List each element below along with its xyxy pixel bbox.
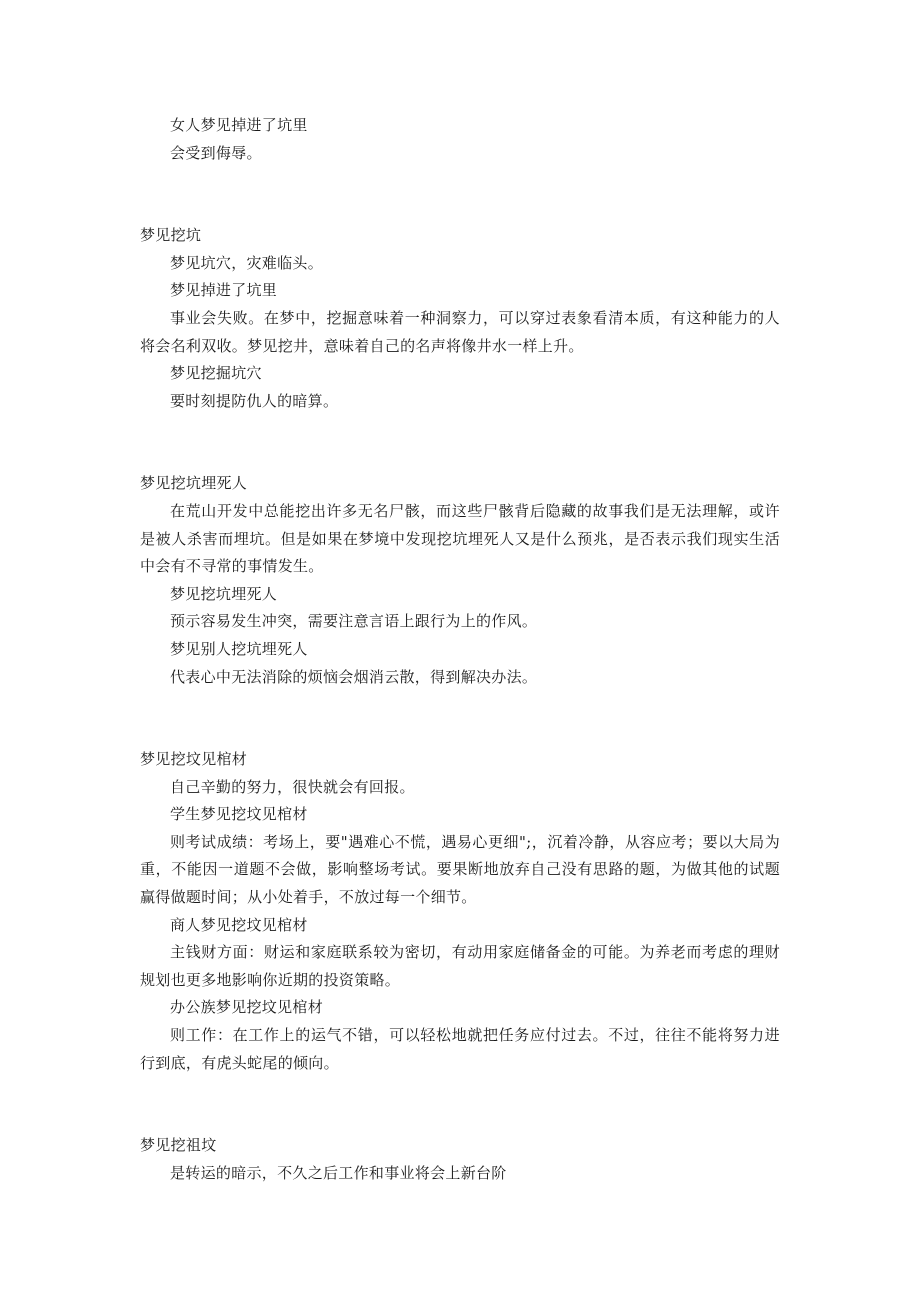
paragraph: 预示容易发生冲突，需要注意言语上跟行为上的作风。 xyxy=(170,612,538,631)
paragraph: 事业会失败。在梦中，挖掘意味着一种洞察力，可以穿过表象看清本质，有这种能力的人将会名利双收。梦见挖井，意味着自己的名声将像井水一样上升。 xyxy=(140,308,780,355)
section-dig-pit-bury xyxy=(140,470,780,691)
section-intro xyxy=(140,112,780,167)
paragraph: 梦见挖坑埋死人 xyxy=(170,584,278,603)
document-body xyxy=(140,112,780,1187)
section-heading: 梦见挖坑埋死人 xyxy=(140,474,248,493)
paragraph: 则工作：在工作上的运气不错，可以轻松地就把任务应付过去。不过，往往不能将努力进行到底，有虎头蛇尾的倾向。 xyxy=(140,1026,780,1072)
section-heading: 梦见挖祖坟 xyxy=(140,1136,217,1155)
paragraph: 要时刻提防仇人的暗算。 xyxy=(170,391,339,410)
paragraph: 则考试成绩：考场上，要"遇难心不慌，遇易心更细";，沉着冷静，从容应考；要以大局为重，不能因一道题不会做，影响整场考试。要果断地放弃自己没有思路的题，为做其他的试题赢得做题时间；从小处着手，不放过每一个细节。 xyxy=(140,832,780,907)
paragraph: 女人梦见掉进了坑里 xyxy=(170,116,308,134)
paragraph: 会受到侮辱。 xyxy=(170,143,262,162)
paragraph: 主钱财方面：财运和家庭联系较为密切，有动用家庭储备金的可能。为养老而考虑的理财规划也更多地影响你近期的投资策略。 xyxy=(140,943,780,989)
section-dig-pit xyxy=(140,222,780,415)
paragraph: 梦见掉进了坑里 xyxy=(170,281,278,300)
section-heading: 梦见挖坟见棺材 xyxy=(140,750,248,769)
paragraph: 商人梦见挖坟见棺材 xyxy=(170,915,308,934)
section-heading: 梦见挖坑 xyxy=(140,226,202,245)
paragraph: 是转运的暗示，不久之后工作和事业将会上新台阶 xyxy=(170,1163,507,1182)
paragraph: 梦见坑穴，灾难临头。 xyxy=(170,253,324,272)
paragraph: 梦见别人挖坑埋死人 xyxy=(170,639,308,658)
paragraph: 办公族梦见挖坟见棺材 xyxy=(170,998,324,1017)
section-dig-grave-coffin xyxy=(140,746,780,1077)
section-dig-ancestral-grave xyxy=(140,1132,780,1187)
paragraph: 梦见挖掘坑穴 xyxy=(170,364,262,383)
paragraph: 学生梦见挖坟见棺材 xyxy=(170,805,308,824)
paragraph: 在荒山开发中总能挖出许多无名尸骸，而这些尸骸背后隐藏的故事我们是无法理解，或许是被人杀害而埋坑。但是如果在梦境中发现挖坑埋死人又是什么预兆，是否表示我们现实生活中会有不寻常的事情发生。 xyxy=(140,501,780,576)
paragraph: 代表心中无法消除的烦恼会烟消云散，得到解决办法。 xyxy=(170,667,538,686)
paragraph: 自己辛勤的努力，很快就会有回报。 xyxy=(170,777,415,796)
